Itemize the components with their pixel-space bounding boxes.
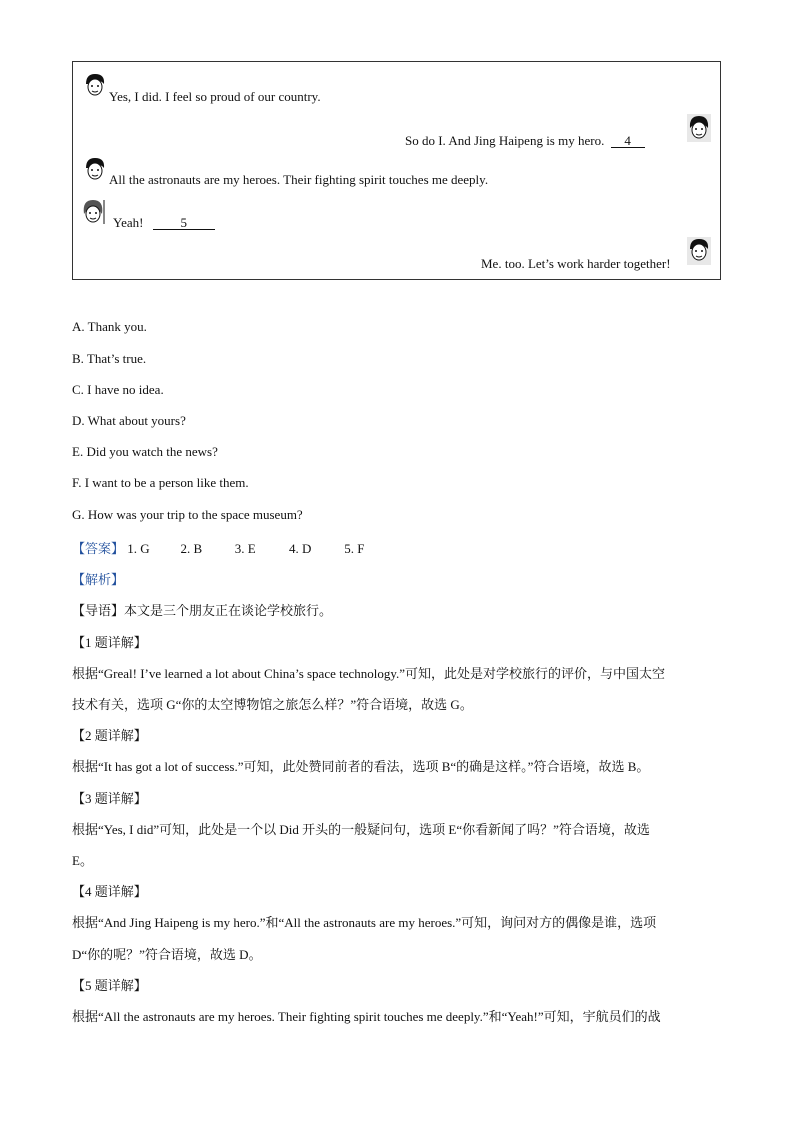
option-b: B. That’s true. [72, 351, 147, 366]
blank-4-number: 4 [624, 133, 631, 148]
boy-avatar-icon [687, 237, 711, 265]
dialogue-line-1: Yes, I did. I feel so proud of our country. [109, 89, 321, 104]
q2-line-1: 根据“It has got a lot of success.”可知，此处赞同前者的看法，选项 B“的确是这样。”符合语境，故选 B。 [72, 759, 650, 774]
answer-item: 3. E [234, 541, 256, 556]
option-f: F. I want to be a person like them. [72, 475, 249, 490]
option-e: E. Did you watch the news? [72, 444, 218, 459]
q5-line-1: 根据“All the astronauts are my heroes. Their fighting spirit touches me deeply.”和“Yeah!”可知，宇航员们的战 [72, 1009, 661, 1024]
blank-5 [153, 216, 215, 230]
answer-line [72, 538, 365, 557]
dialogue-line-5: Me. too. Let’s work harder together! [481, 256, 671, 271]
q4-line-1: 根据“And Jing Haipeng is my hero.”和“All the astronauts are my heroes.”可知，询问对方的偶像是谁，选项 [72, 915, 657, 930]
q3-line-1: 根据“Yes, I did”可知，此处是一个以 Did 开头的一般疑问句，选项 E“你看新闻了吗？”符合语境，故选 [72, 822, 650, 837]
q3-heading: 【3 题详解】 [72, 791, 147, 806]
option-g: G. How was your trip to the space museum? [72, 507, 303, 522]
answer-item: 2. B [180, 541, 203, 556]
blank-5-number: 5 [180, 215, 187, 230]
dialogue-line-2-text: So do I. And Jing Haipeng is my hero. [405, 133, 605, 148]
boy-avatar-icon [83, 156, 107, 184]
guide-text: 【导语】本文是三个朋友正在谈论学校旅行。 [72, 603, 333, 618]
option-c: C. I have no idea. [72, 382, 164, 397]
option-a: A. Thank you. [72, 319, 147, 334]
dialogue-box [72, 61, 721, 280]
answer-label: 【答案】 [72, 541, 125, 556]
answer-item: 4. D [289, 541, 312, 556]
girl-avatar-icon [687, 114, 711, 142]
q2-heading: 【2 题详解】 [72, 728, 147, 743]
q1-line-2: 技术有关，选项 G“你的太空博物馆之旅怎么样？”符合语境，故选 G。 [72, 697, 473, 712]
q5-heading: 【5 题详解】 [72, 978, 147, 993]
girl-avatar-icon [81, 198, 105, 226]
dialogue-line-3: All the astronauts are my heroes. Their fighting spirit touches me deeply. [109, 172, 489, 187]
analysis-label: 【解析】 [72, 572, 125, 587]
blank-4 [611, 134, 645, 148]
q4-line-2: D“你的呢？”符合语境，故选 D。 [72, 947, 262, 962]
dialogue-line-4-text: Yeah! [113, 215, 144, 230]
boy-avatar-icon [83, 72, 107, 100]
q4-heading: 【4 题详解】 [72, 884, 147, 899]
q1-heading: 【1 题详解】 [72, 635, 147, 650]
q3-line-2: E。 [72, 853, 93, 868]
answer-item: 1. G [127, 541, 150, 556]
answer-item: 5. F [344, 541, 365, 556]
option-d: D. What about yours? [72, 413, 186, 428]
dialogue-line-2 [405, 133, 645, 149]
q1-line-1: 根据“Greal! I’ve learned a lot about China’s space technology.”可知，此处是对学校旅行的评价，与中国太空 [72, 666, 666, 681]
dialogue-line-4 [113, 215, 215, 231]
